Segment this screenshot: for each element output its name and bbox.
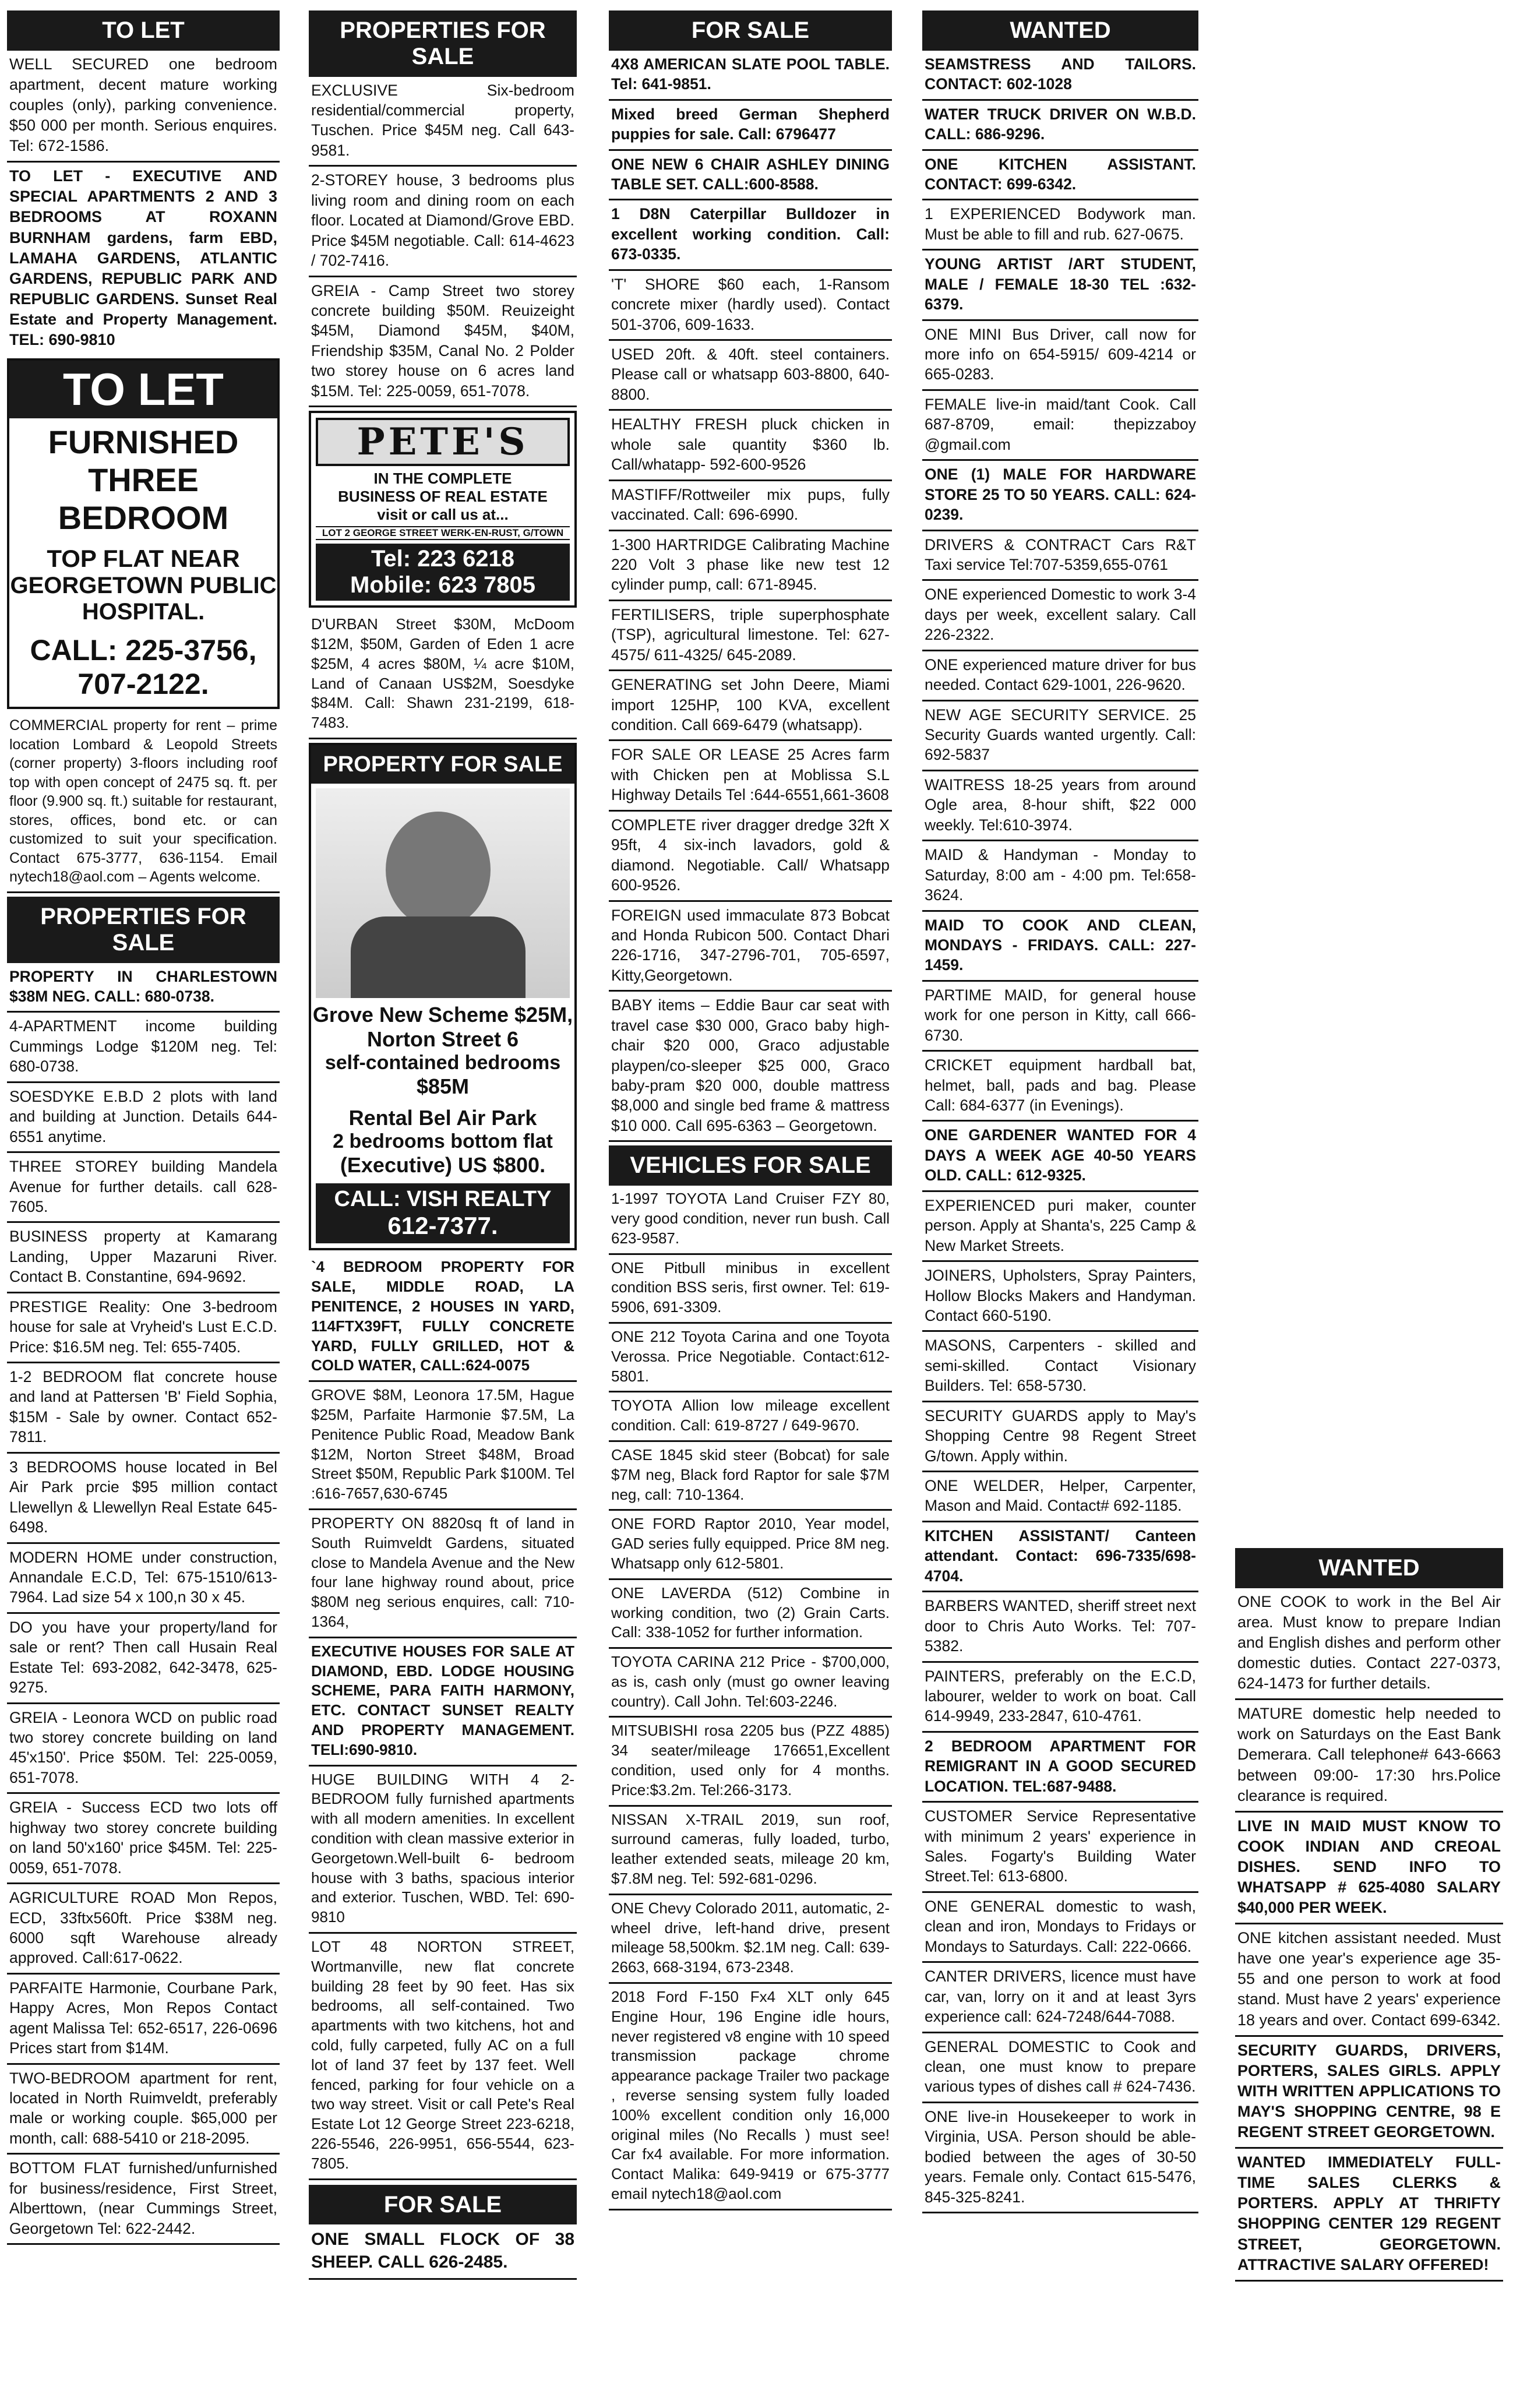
classified-ad: FEMALE live-in maid/tant Cook. Call 687-8709, email: thepizzaboy @gmail.com	[922, 391, 1198, 461]
display-title: TO LET	[9, 361, 277, 418]
classified-ad: DO you have your property/land for sale or rent? Then call Husain Real Estate Tel: 693-2082, 642-3478, 625-9275.	[7, 1614, 280, 1704]
classified-ad: FOR SALE OR LEASE 25 Acres farm with Chicken pen at Moblissa S.L Highway Details Tel :644-6551,661-3608	[609, 741, 892, 811]
petes-address: LOT 2 GEORGE STREET WERK-EN-RUST, G/TOWN	[316, 526, 570, 540]
display-line: CALL: 225-3756,	[30, 634, 257, 667]
to-let-header: TO LET	[7, 10, 280, 51]
classified-ad: ONE live-in Housekeeper to work in Virginia, USA. Person should be able-bodied between the ages of 30-50 years. Female only. Contact 615-5476, 845-325-8241.	[922, 2103, 1198, 2213]
classified-ad: NISSAN X-TRAIL 2019, sun roof, surround cameras, fully loaded, turbo, leather extended seats, mileage 20 km, $7.8M neg. Tel: 592-681-0296.	[609, 1807, 892, 1895]
classified-ad: CUSTOMER Service Representative with minimum 2 years' experience in Sales. Fogarty's Building Water Street.Tel: 613-6800.	[922, 1803, 1198, 1893]
classified-list	[609, 1186, 892, 2210]
classified-list	[7, 963, 280, 2245]
vish-line: (Executive) US $800.	[340, 1153, 546, 1177]
classified-ad: COMMERCIAL property for rent – prime location Lombard & Leopold Streets (corner property) 3-floors including roof top with open concept of 2475 sq. ft. per floor (9.900 sq. ft.) suitable for restaurant, stores, offices, bond etc. or can customized to suit your specification. Contact 675-3777, 636-1154. Email nytech18@aol.com – Agents welcome.	[7, 713, 280, 893]
classified-ad: ONE COOK to work in the Bel Air area. Must know to prepare Indian and English dishes and perform other domestic duties. Contact 227-0373, 624-1473 for further details.	[1235, 1588, 1503, 1700]
classified-ad: CANTER DRIVERS, licence must have car, van, lorry on it and at least 3yrs experience call: 624-7248/644-7088.	[922, 1963, 1198, 2033]
classified-ad: NEW AGE SECURITY SERVICE. 25 Security Guards wanted urgently. Call: 692-5837	[922, 701, 1198, 771]
classified-ad: COMPLETE river dragger dredge 32ft X 95ft, 4 six-inch lavadors, gold & diamond. Negotiable. Call/ Whatsapp 600-9526.	[609, 812, 892, 902]
classified-ad: MAID TO COOK AND CLEAN, MONDAYS - FRIDAYS. CALL: 227-1459.	[922, 912, 1198, 982]
display-line: GEORGETOWN PUBLIC	[10, 573, 277, 599]
classified-ad: HEALTHY FRESH pluck chicken in whole sale quantity $360 lb. Call/whatapp- 592-600-9526	[609, 411, 892, 481]
classified-ad: 4-APARTMENT income building Cummings Lodge $120M neg. Tel: 680-0738.	[7, 1013, 280, 1083]
classified-ad: 1-1997 TOYOTA Land Cruiser FZY 80, very good condition, never run bush. Call 623-9587.	[609, 1186, 892, 1254]
classified-ad: LOT 48 NORTON STREET, Wortmanville, new flat concrete building 28 feet by 90 feet. Has six bedrooms, all self-contained. Two apartments with two kitchens, hot and cold, fully carpeted, fully AC on a full lot of land 37 feet by 137 feet. Well fenced, parking for four vehicle on a two way street. Visit or call Pete's Real Estate Lot 12 George Street 223-6218, 226-5546, 226-9951, 656-5544, 623-7805.	[309, 1934, 577, 2180]
classified-ad: MAID & Handyman - Monday to Saturday, 8:00 am - 4:00 pm. Tel:658-3624.	[922, 841, 1198, 911]
classified-ad: TOYOTA Allion low mileage excellent condition. Call: 619-8727 / 649-9670.	[609, 1392, 892, 1442]
classified-ad: 4X8 AMERICAN SLATE POOL TABLE. Tel: 641-9851.	[609, 51, 892, 101]
classified-ad: EXECUTIVE HOUSES FOR SALE AT DIAMOND, EBD. LODGE HOUSING SCHEME, PARA FAITH HARMONY, ETC. CONTACT SUNSET REALTY AND PROPERTY MANAGEMENT. TELI:690-9810.	[309, 1638, 577, 1767]
classified-ad: BOTTOM FLAT furnished/unfurnished for business/residence, First Street, Alberttown, (near Cummings Street, Georgetown Tel: 622-2442.	[7, 2155, 280, 2245]
classified-ad: ONE KITCHEN ASSISTANT. CONTACT: 699-6342.	[922, 151, 1198, 201]
petes-real-estate-ad	[309, 411, 577, 608]
classified-ad: DRIVERS & CONTRACT Cars R&T Taxi service Tel:707-5359,655-0761	[922, 531, 1198, 581]
classified-list	[609, 51, 892, 1143]
petes-mobile: Mobile: 623 7805	[316, 572, 570, 601]
classified-ad: ONE NEW 6 CHAIR ASHLEY DINING TABLE SET. CALL:600-8588.	[609, 151, 892, 201]
classified-ad: EXPERIENCED puri maker, counter person. Apply at Shanta's, 225 Camp & New Market Streets.	[922, 1192, 1198, 1262]
classified-ad: WANTED IMMEDIATELY FULL-TIME SALES CLERKS & PORTERS. APPLY AT THRIFTY SHOPPING CENTER 129 REGENT STREET, GEORGETOWN. ATTRACTIVE SALARY OFFERED!	[1235, 2149, 1503, 2282]
classified-ad: ONE kitchen assistant needed. Must have one year's experience age 35-55 and one person to work at food stand. Must have 2 years' experience 18 years and over. Contact 699-6342.	[1235, 1924, 1503, 2036]
classified-ad: SECURITY GUARDS apply to May's Shopping Centre 98 Regent Street G/town. Apply within.	[922, 1402, 1198, 1472]
classified-ad: MASTIFF/Rottweiler mix pups, fully vaccinated. Call: 696-6990.	[609, 481, 892, 531]
for-sale-header: FOR SALE	[309, 2185, 577, 2225]
classified-ad: HUGE BUILDING WITH 4 2- BEDROOM fully furnished apartments with all modern amenities. In excellent condition with clean massive exterior in Georgetown.Well-built 6- bedroom house with 3 baths, spacious interior and exterior. Tuschen, WBD. Tel: 690-9810	[309, 1767, 577, 1934]
classified-ad: PARTIME MAID, for general house work for one person in Kitty, call 666-6730.	[922, 982, 1198, 1052]
classified-ad: LIVE IN MAID MUST KNOW TO COOK INDIAN AND CREOAL DISHES. SEND INFO TO WHATSAPP # 625-4080 SALARY $40,000 PER WEEK.	[1235, 1813, 1503, 1924]
classified-ad: ONE 212 Toyota Carina and one Toyota Verossa. Price Negotiable. Contact:612-5801.	[609, 1324, 892, 1392]
classified-ad: 1 EXPERIENCED Bodywork man. Must be able to fill and rub. 627-0675.	[922, 200, 1198, 251]
classified-ad: 'T' SHORE $60 each, 1-Ransom concrete mixer (hardly used). Contact 501-3706, 609-1633.	[609, 271, 892, 341]
classified-ad: D'URBAN Street $30M, McDoom $12M, $50M, Garden of Eden 1 acre $25M, 4 acres $80M, ¼ acre $10M, Land of Canaan US$2M, Soesdyke $84M. Call: Shawn 231-2199, 618-7483.	[309, 611, 577, 739]
classified-ad: SOESDYKE E.B.D 2 plots with land and building at Junction. Details 644-6551 anytime.	[7, 1083, 280, 1153]
properties-for-sale-header: PROPERTIES FOR SALE	[7, 897, 280, 963]
classified-ad: BUSINESS property at Kamarang Landing, Upper Mazaruni River. Contact B. Constantine, 694-9692.	[7, 1223, 280, 1293]
display-line: HOSPITAL.	[82, 599, 205, 625]
display-line: 707-2122.	[77, 668, 209, 701]
vish-line: 2 bedrooms bottom flat	[333, 1130, 553, 1153]
petes-line: visit or call us at...	[377, 506, 509, 524]
classified-ad: ONE (1) MALE FOR HARDWARE STORE 25 TO 50 YEARS. CALL: 624-0239.	[922, 461, 1198, 531]
classified-ad: ONE FORD Raptor 2010, Year model, GAD series fully equipped. Price 8M neg. Whatsapp only 612-5801.	[609, 1511, 892, 1580]
display-line: TOP FLAT NEAR	[47, 545, 240, 573]
classified-ad: PROPERTY IN CHARLESTOWN $38M NEG. CALL: 680-0738.	[7, 963, 280, 1013]
classified-ad: PARFAITE Harmonie, Courbane Park, Happy Acres, Mon Repos Contact agent Malissa Tel: 652-6517, 226-0696 Prices start from $14M.	[7, 1975, 280, 2065]
classified-ad: BARBERS WANTED, sheriff street next door to Chris Auto Works. Tel: 707-5382.	[922, 1592, 1198, 1662]
classified-ad: 3 BEDROOMS house located in Bel Air Park prcie $95 million contact Llewellyn & Llewellyn Real Estate 645-6498.	[7, 1454, 280, 1544]
classified-ad: PAINTERS, preferably on the E.C.D, labourer, welder to work on boat. Call 614-9949, 233-2847, 610-4761.	[922, 1663, 1198, 1733]
classified-ad: EXCLUSIVE Six-bedroom residential/commercial property, Tuschen. Price $45M neg. Call 643-9581.	[309, 77, 577, 167]
classified-ad: ONE GENERAL domestic to wash, clean and iron, Mondays to Fridays or Mondays to Saturdays. Call: 222-0666.	[922, 1893, 1198, 1963]
classified-ad: ONE SMALL FLOCK OF 38 SHEEP. CALL 626-2485.	[309, 2224, 577, 2280]
classified-ad: CRICKET equipment hardball bat, helmet, ball, pads and bag. Please Call: 684-6377 (in Evenings).	[922, 1052, 1198, 1122]
column-wanted	[922, 10, 1198, 2213]
classified-ad: MODERN HOME under construction, Annandale E.C.D, Tel: 675-1510/613-7964. Lad size 54 x 100,n 30 x 45.	[7, 1544, 280, 1614]
column-to-let	[7, 10, 280, 2245]
classified-ad: ONE experienced mature driver for bus needed. Contact 629-1001, 226-9620.	[922, 651, 1198, 701]
classified-ad: PROPERTY ON 8820sq ft of land in South Ruimveldt Gardens, situated close to Mandela Avenue and the New four lane highway round about, price $80M neg serious enquires, call: 710-1364,	[309, 1510, 577, 1638]
classified-ad: USED 20ft. & 40ft. steel containers. Please call or whatsapp 603-8800, 640-8800.	[609, 341, 892, 411]
petes-logo: PETE'S	[316, 418, 570, 466]
wanted-header: WANTED	[922, 10, 1198, 51]
classified-ad: GENERATING set John Deere, Miami import 125HP, 100 KVA, excellent condition. Call 669-6479 (whatsapp).	[609, 671, 892, 741]
classified-ad: 1-2 BEDROOM flat concrete house and land at Pattersen 'B' Field Sophia, $15M - Sale by owner. Contact 652-7811.	[7, 1363, 280, 1454]
classified-ad: TWO-BEDROOM apartment for rent, located in North Ruimveldt, preferably male or working couple. $65,000 per month, call: 688-5410 or 218-2095.	[7, 2065, 280, 2155]
classified-ad: ONE MINI Bus Driver, call now for more info on 654-5915/ 609-4214 or 665-0283.	[922, 321, 1198, 391]
vish-line: self-contained bedrooms	[325, 1052, 561, 1074]
classified-ad: GREIA - Success ECD two lots off highway two storey concrete building on land 50'x160' price $45M. Tel: 225-0059, 651-7078.	[7, 1794, 280, 1884]
classified-ad: Mixed breed German Shepherd puppies for sale. Call: 6796477	[609, 101, 892, 151]
to-let-display-ad	[7, 358, 280, 709]
vish-line: Norton Street 6	[366, 1027, 519, 1052]
vish-phone: 612-7377.	[316, 1212, 570, 1243]
classified-ad: GENERAL DOMESTIC to Cook and clean, one must know to prepare various types of dishes call # 624-7436.	[922, 2033, 1198, 2103]
classified-ad: PRESTIGE Reality: One 3-bedroom house for sale at Vryheid's Lust E.C.D. Price: $16.5M neg. Tel: 655-7405.	[7, 1293, 280, 1363]
wanted-header: WANTED	[1235, 1548, 1503, 1588]
vehicles-for-sale-header: VEHICLES FOR SALE	[609, 1145, 892, 1186]
classified-list	[922, 51, 1198, 2213]
classified-ad: GROVE $8M, Leonora 17.5M, Hague $25M, Parfaite Harmonie $7.5M, La Penitence Public Road, Meadow Bank $12M, Norton Street $48M, Broad Street $50M, Republic Park $100M. Tel :616-7657,630-6745	[309, 1382, 577, 1510]
classified-list	[309, 77, 577, 408]
classified-list	[1235, 1588, 1503, 2282]
column-for-sale	[609, 10, 892, 2210]
petes-line: IN THE COMPLETE	[373, 470, 512, 488]
classified-ad: GREIA - Leonora WCD on public road two storey concrete building on land 45'x150'. Price $50M. Tel: 225-0059, 651-7078.	[7, 1704, 280, 1794]
properties-for-sale-header: PROPERTIES FOR SALE	[309, 10, 577, 77]
for-sale-header: FOR SALE	[609, 10, 892, 51]
classified-ad: JOINERS, Upholsters, Spray Painters, Hollow Blocks Makers and Handyman. Contact 660-5190.	[922, 1262, 1198, 1332]
classified-ad: WATER TRUCK DRIVER ON W.B.D. CALL: 686-9296.	[922, 101, 1198, 151]
vish-realty-ad	[309, 743, 577, 1251]
classified-ad: GREIA - Camp Street two storey concrete building $50M. Reuizeight $45M, Diamond $45M, $40M, Friendship $35M, Canal No. 2 Polder two storey house on 6 acres land $15M. Tel: 225-0059, 651-7078.	[309, 277, 577, 408]
classified-ad: ONE LAVERDA (512) Combine in working condition, two (2) Grain Carts. Call: 338-1052 for further information.	[609, 1580, 892, 1649]
classified-ad: FERTILISERS, triple superphosphate (TSP), agricultural limestone. Tel: 627-4575/ 611-4325/ 645-2089.	[609, 601, 892, 671]
classified-ad: MATURE domestic help needed to work on Saturdays on the East Bank Demerara. Call telephone# 643-6663 between 09:00- 17:30 hrs.Police clearance is required.	[1235, 1700, 1503, 1812]
classified-ad: 1 D8N Caterpillar Bulldozer in excellent working condition. Call: 673-0335.	[609, 200, 892, 270]
classified-ad: CASE 1845 skid steer (Bobcat) for sale $7M neg, Black ford Raptor for sale $7M neg, call: 710-1364.	[609, 1442, 892, 1511]
classified-list	[309, 1254, 577, 2180]
display-line: FURNISHED	[48, 424, 239, 461]
classified-ad: 1-300 HARTRIDGE Calibrating Machine 220 Volt 3 phase like new test 12 cylinder pump, call: 671-8945.	[609, 531, 892, 601]
petes-line: BUSINESS OF REAL ESTATE	[338, 488, 548, 506]
vish-call: CALL: VISH REALTY	[316, 1183, 570, 1212]
classified-ad: AGRICULTURE ROAD Mon Repos, ECD, 33ftx560ft. Price $38M neg. 6000 sqft Warehouse already approved. Call:617-0622.	[7, 1884, 280, 1975]
classified-ad: YOUNG ARTIST /ART STUDENT, MALE / FEMALE 18-30 TEL :632-6379.	[922, 251, 1198, 320]
vish-line: Grove New Scheme $25M,	[312, 1003, 573, 1027]
classified-ad: BABY items – Eddie Baur car seat with travel case $30 000, Graco baby high-chair $20 000, Graco adjustable playpen/co-sleeper $25 000, Graco baby-pram $20 000, double mattress $8,000 and single bed frame & mattress $10 000. Call 695-6363 – Georgetown.	[609, 992, 892, 1142]
classified-ad: ONE Chevy Colorado 2011, automatic, 2-wheel drive, left-hand drive, present mileage 58,500km. $2.1M neg. Call: 639-2663, 668-3194, 673-2348.	[609, 1895, 892, 1984]
classified-ad: SECURITY GUARDS, DRIVERS, PORTERS, SALES GIRLS. APPLY WITH WRITTEN APPLICATIONS TO MAY'S SHOPPING CENTRE, 98 E REGENT STREET GEORGETOWN.	[1235, 2037, 1503, 2149]
agent-photo	[316, 788, 570, 998]
classified-ad: THREE STOREY building Mandela Avenue for further details. call 628-7605.	[7, 1153, 280, 1223]
vish-header: PROPERTY FOR SALE	[311, 745, 574, 784]
classified-ad: WELL SECURED one bedroom apartment, decent mature working couples (only), parking convenience. $50 000 per month. Serious enquires. Tel: 672-1586.	[7, 51, 280, 163]
classified-ad: ONE GARDENER WANTED FOR 4 DAYS A WEEK AGE 40-50 YEARS OLD. CALL: 612-9325.	[922, 1122, 1198, 1191]
classified-ad: ONE Pitbull minibus in excellent condition BSS seris, first owner. Tel: 619-5906, 691-3309.	[609, 1255, 892, 1324]
classified-ad: ONE WELDER, Helper, Carpenter, Mason and Maid. Contact# 692-1185.	[922, 1472, 1198, 1522]
vish-line: Rental Bel Air Park	[348, 1106, 537, 1130]
classified-ad: `4 BEDROOM PROPERTY FOR SALE, MIDDLE ROAD, LA PENITENCE, 2 HOUSES IN YARD, 114FTX39FT, FULLY CONCRETE YARD, FULLY GRILLED, HOT & COLD WATER, CALL:624-0075	[309, 1254, 577, 1382]
classified-ad: FOREIGN used immaculate 873 Bobcat and Honda Rubicon 500. Contact Dhari 226-1716, 347-2796-701, 705-6597, Kitty,Georgetown.	[609, 902, 892, 992]
classified-ad: 2018 Ford F-150 Fx4 XLT only 645 Engine Hour, 196 Engine idle hours, never registered v8 engine with 10 speed transmission package chrome appearance package Trailer two package , reverse sensing system fully loaded 100% excellent condition only 16,000 original miles (No Recalls ) must see! Car fx4 available. For more information. Contact Malika: 649-9419 or 675-3777 email nytech18@aol.com	[609, 1984, 892, 2210]
classified-ad: TOYOTA CARINA 212 Price - $700,000, as is, cash only (must go owner leaving country). Call John. Tel:603-2246.	[609, 1649, 892, 1718]
vish-line: $85M	[416, 1074, 470, 1099]
petes-tel: Tel: 223 6218	[316, 544, 570, 572]
classified-ad: KITCHEN ASSISTANT/ Canteen attendant. Contact: 696-7335/698-4704.	[922, 1522, 1198, 1592]
display-line: THREE BEDROOM	[58, 461, 229, 537]
classified-ad: SEAMSTRESS AND TAILORS. CONTACT: 602-1028	[922, 51, 1198, 101]
classified-ad: MASONS, Carpenters - skilled and semi-skilled. Contact Visionary Builders. Tel: 658-5730.	[922, 1332, 1198, 1402]
column-wanted-2	[1235, 1548, 1503, 2282]
classified-ad: 2-STOREY house, 3 bedrooms plus living room and dining room on each floor. Located at Diamond/Grove EBD. Price $45M negotiable. Call: 614-4623 / 702-7416.	[309, 167, 577, 277]
classified-ad: ONE experienced Domestic to work 3-4 days per week, excellent salary. Call 226-2322.	[922, 581, 1198, 651]
classified-ad: 2 BEDROOM APARTMENT FOR REMIGRANT IN A GOOD SECURED LOCATION. TEL:687-9488.	[922, 1733, 1198, 1803]
classified-ad: MITSUBISHI rosa 2205 bus (PZZ 4885) 34 seater/mileage 176651,Excellent condition, used only for 4 months. Price:$3.2m. Tel:266-3173.	[609, 1718, 892, 1806]
column-properties	[309, 10, 577, 2280]
classified-ad: TO LET - EXECUTIVE AND SPECIAL APARTMENTS 2 AND 3 BEDROOMS AT ROXANN BURNHAM gardens, farm EBD, LAMAHA GARDENS, ATLANTIC GARDENS, REPUBLIC PARK AND REPUBLIC GARDENS. Sunset Real Estate and Property Management. TEL: 690-9810	[9, 167, 277, 349]
classified-ad: WAITRESS 18-25 years from around Ogle area, 8-hour shift, $22 000 weekly. Tel:610-3974.	[922, 771, 1198, 841]
